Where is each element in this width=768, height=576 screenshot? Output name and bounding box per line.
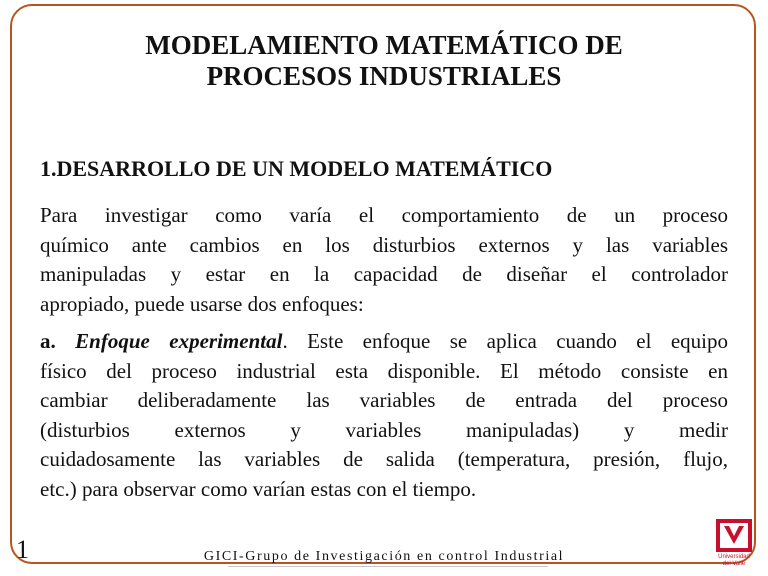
section-heading: 1.DESARROLLO DE UN MODELO MATEMÁTICO xyxy=(40,156,553,181)
slide-title xyxy=(0,30,768,92)
logo-shield-icon xyxy=(714,518,754,554)
paragraph-line: Para investigar como varía el comportamiento de un proceso xyxy=(40,203,728,227)
paragraph-line: químico ante cambios en los disturbios externos y las variables xyxy=(40,232,728,257)
logo-caption xyxy=(710,554,758,568)
footer-text: GICI-Grupo de Investigación en control Industrial xyxy=(203,549,565,564)
paragraph-line-first xyxy=(40,327,728,357)
footer-divider xyxy=(228,566,548,567)
title-line-1: MODELAMIENTO MATEMÁTICO DE xyxy=(145,30,623,60)
paragraph-line: físico del proceso industrial esta disponible. El método consiste en xyxy=(40,358,728,383)
page-number: 1 xyxy=(16,535,29,564)
logo-caption-line-2: del Valle xyxy=(722,561,746,567)
paragraph-intro xyxy=(40,201,728,319)
paragraph-line: (disturbios externos y variables manipuladas) y medir xyxy=(40,417,728,442)
paragraph-line-first-rest: . Este enfoque se aplica cuando el equipo xyxy=(282,329,728,353)
logo-caption-line-1: Universidad xyxy=(718,554,750,560)
paragraph-line: manipuladas y estar en la capacidad de diseñar el controlador xyxy=(40,262,728,286)
term-enfoque-experimental: Enfoque experimental xyxy=(75,329,283,353)
paragraph-line: etc.) para observar como varían estas con el tiempo. xyxy=(40,476,477,501)
list-marker: a. xyxy=(40,329,56,353)
universidad-del-valle-logo xyxy=(714,518,762,568)
paragraph-line: cuidadosamente las variables de salida (temperatura, presión, flujo, xyxy=(40,447,728,471)
paragraph-line: apropiado, puede usarse dos enfoques: xyxy=(40,291,364,316)
title-line-2: PROCESOS INDUSTRIALES xyxy=(206,61,562,91)
paragraph-line: cambiar deliberadamente las variables de entrada del proceso xyxy=(40,388,728,412)
paragraph-experimental xyxy=(40,327,728,504)
